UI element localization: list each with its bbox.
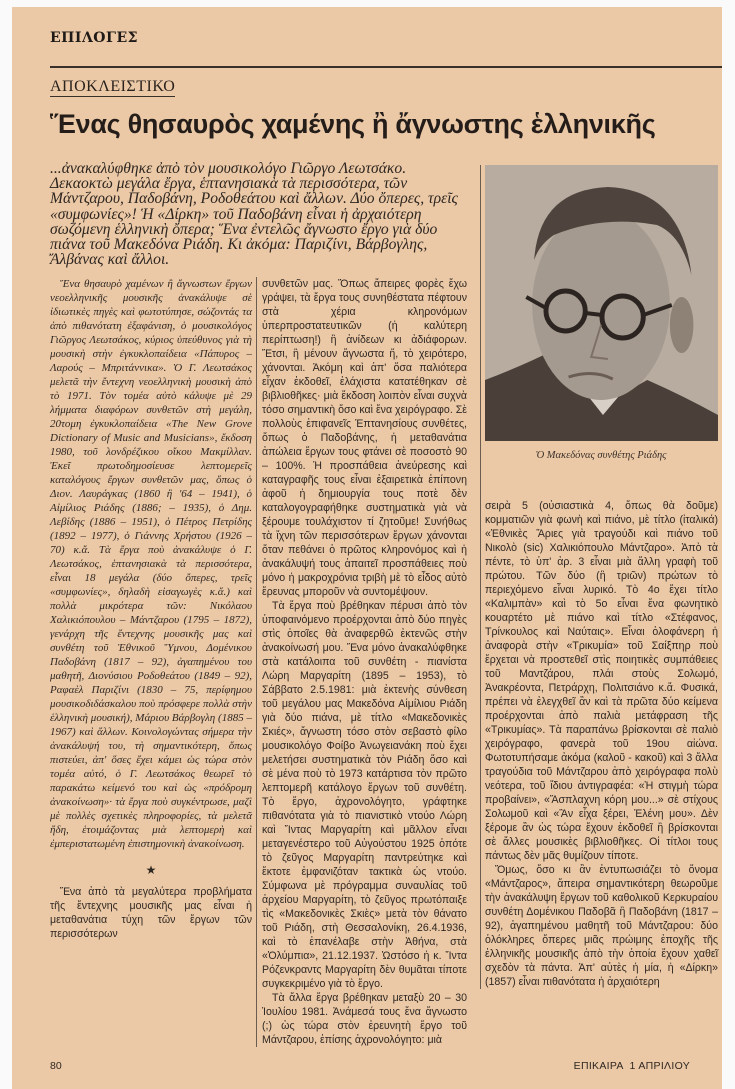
publication-footer: ΕΠΙΚΑΙΡΑ 1 ΑΠΡΙΛΙΟΥ <box>573 1060 690 1073</box>
headline: Ἕνας θησαυρὸς χαμένης ἢ ἄγνωστης ἑλληνικῆς <box>50 109 656 139</box>
article-column-1 <box>50 277 252 941</box>
article-body <box>50 160 722 1047</box>
body-paragraph: Ὅμως, ὅσο κι ἂν ἐντυπωσιάζει τὸ ὄνομα «Μάντζαρος», ἄπειρα σημαντικότερη θεωροῦμε τὴν ἀνακάλυψη ἔργων τοῦ καθολικοῦ Κερκυραίου συνθέτη Δομένικου Παδοβᾶ ἢ Παδοβάνη (1817 – 92), ἀγαπημένου μαθητῆ τοῦ Μάντζαρου: δύο ὁλόκληρες ὄπερες μιᾶς πρώιμης ἐποχῆς τῆς ἑλληνικῆς μουσικῆς ἀπὸ τὴν ὁποία ἔχουν χαθεῖ σχεδὸν τὰ πάντα. Ἀπ' αὐτὲς ἡ μία, ἡ «Δίρκη» (1857) εἶναι πιθανότατα ἡ ἀρχαιότερη <box>485 864 718 988</box>
article-right-area <box>480 165 717 989</box>
page-footer <box>50 1059 690 1073</box>
header-rule <box>50 66 722 68</box>
body-paragraph: Ἕνα ἀπὸ τὰ μεγαλύτερα προβλήματα τῆς ἔντεχνης μουσικῆς μας εἶναι ἡ μεταθανάτια τύχη τῶν ἔργων τῶν περισσότερων <box>50 886 252 941</box>
photo-caption: Ὁ Μακεδόνας συνθέτης Ριάδης <box>535 450 667 461</box>
kicker-label: ΑΠΟΚΛΕΙΣΤΙΚΟ <box>50 78 176 95</box>
page-number: 80 <box>50 1060 62 1073</box>
intro-paragraph: Ἕνα θησαυρὸ χαμένων ἢ ἄγνωστων ἔργων νεοελληνικῆς μουσικῆς ἀνακάλυψε σὲ ἰδιωτικὲς πηγὲς καὶ φωτοτύπησε, σώζοντάς τα ἀπὸ πιθανότατη ἐξαφάνιση, ὁ μουσικολόγος Γιῶργος Λεωτσάκος, κύριος ὑπεύθυνος γιὰ τὴ μουσικὴ στὴν ἐγκυκλοπαίδεια «Πάπυρος – Λαρούς – Μπριτάννικα». Ὁ Γ. Λεωτσάκος μελετᾶ τὴν ἔντεχνη νεοελληνικὴ μουσικὴ ἀπὸ τὸ 1971. Τὸν τομέα αὐτὸ κάλυψε μὲ 29 λήμματα διαφόρων συνθετῶν στὴ μεγάλη, 20τομη ἐγκυκλοπαίδεια «The New Grove Dictionary of Music and Musicians», ἔκδοση 1980, τοῦ λονδρέζικου οἴκου Μακμίλλαν. Ἐκεῖ πρωτοδημοσίευσε λεπτομερεῖς καταλόγους ἔργων συνθετῶν μας, ὅπως ὁ Διον. Λαυράγκας (1860 ἢ '64 – 1941), ὁ Αἰμίλιος Ριάδης (1886; – 1935), ὁ Δημ. Λεβίδης (1886 – 1951), ὁ Πέτρος Πετρίδης (1892 – 1977), ὁ Γιάννης Χρήστου (1926 – 70) κ.ἄ. Τὰ ἔργα ποὺ ἀνακάλυψε ὁ Γ. Λεωτσάκος, ἑπτανησιακὰ τὰ περισσότερα, εἶναι 18 μεγάλα (δύο ὄπερες, τρεῖς «συμφωνίες», δηλαδὴ εἰσαγωγὲς κ.ἄ.) καὶ πολλὰ μικρότερα τῶν: Νικόλαου Χαλικιόπουλου – Μάντζαρου (1795 – 1872), γενάρχη τῆς ἔντεχνης μουσικῆς μας καὶ συνθέτη τοῦ Ἐθνικοῦ Ὕμνου, Δομένικου Παδοβάνη (1817 – 92), ἀγαπημένου του μαθητῆ, Διονύσιου Ροδοθεάτου (1849 – 92), Ραφαὲλ Παριζίνι (1830 – 75, περίφημου μουσικοδιδάσκαλου ποὺ πρόσφερε πολλὰ στὴν ἑλληνικὴ μουσική), Μάριου Βάρβογλη (1885 – 1967) καὶ ἄλλων. Κοινολογώντας σήμερα τὴν ἀνακάλυψή του, τὴ σημαντικότερη, ὅπως πιστεύει, ἀπ' ὅσες ἔχει κάμει ὡς τώρα στὸν τομέα αὐτό, ὁ Γ. Λεωτσάκος θεωρεῖ τὸ παρακάτω κείμενό του καὶ ὡς «πρόδρομη ἀνακοίνωση»· τὰ ἔργα ποὺ συγκέντρωσε, μαζὶ μὲ πολλὲς σχετικὲς πληροφορίες, τὰ μελετᾶ ἤδη, ἑτοιμάζοντας μιὰ λεπτομερὴ καὶ ἐμπεριστατωμένη ἐπιστημονικὴ ἀνακοίνωση. <box>50 278 252 851</box>
body-paragraph: Τὰ ἔργα ποὺ βρέθηκαν πέρυσι ἀπὸ τὸν ὑποφαινόμενο προέρχονται ἀπὸ δύο πηγὲς στὶς ὁποῖες θὰ ἀναφερθῶ ἐκτενῶς στὴν ἀνακοίνωσή μου. Ἕνα μόνο ἀνακαλύφθηκε στὰ κατάλοιπα τοῦ συνθέτη - πιανίστα Λώρη Μαργαρίτη (1895 – 1953), τὸ Σάββατο 2.5.1981: μιὰ ἐκτενὴς σύνθεση τοῦ μεγάλου μας Μακεδόνα Αἰμίλιου Ριάδη γιὰ δύο πιάνα, μὲ τίτλο «Μακεδονικὲς Σκιές», ἄγνωστη τόσο στὸν σεβαστὸ φίλο μουσικολόγο Φοίβο Ἀνωγειανάκη ποὺ ἔχει μελετήσει συστηματικὰ τὸν Ριάδη ὅσο καὶ σὲ μένα ποὺ τὸ 1973 κατάρτισα τὸν πρῶτο λεπτομερῆ κατάλογο ἔργων τοῦ συνθέτη. Τὸ ἔργο, ἀχρονολόγητο, γράφτηκε πιθανότατα γιὰ τὸ πιανιστικὸ ντούο Λώρη καὶ Ἴντας Μαργαρίτη καὶ μᾶλλον εἶναι μεταγενέστερο τοῦ Αὐγούστου 1925 ὁπότε τὸ ζεῦγος Μαργαρίτη παντρεύτηκε καὶ ἔκτοτε ἐμφανιζόταν τακτικὰ ὡς ντούο. Σύμφωνα μὲ πρόγραμμα συναυλίας τοῦ ἀρχείου Μαργαρίτη, τὸ ζεῦγος πρωτόπαιξε τὶς «Μακεδονικὲς Σκιὲς» μετὰ τὸν θάνατο τοῦ Ριάδη, στὴ Θεσσαλονίκη, 26.4.1936, καὶ τὸ ἐπανέλαβε στὴν Ἀθήνα, στὰ «Ὀλύμπια», 21.12.1937. Ὡστόσο ἡ κ. Ἴντα Ρόζενκραντς Μαργαρίτη δὲν θυμᾶται τίποτε συγκεκριμένο γιὰ τὸ ἔργο. <box>262 600 467 991</box>
article-columns <box>50 277 476 1047</box>
article-column-3 <box>485 499 718 989</box>
article-left-area <box>50 160 476 1047</box>
deck-subtitle: ...ἀνακαλύφθηκε ἀπὸ τὸν μουσικολόγο Γιῶργο Λεωτσάκο. Δεκαοκτὼ μεγάλα ἔργα, ἑπτανησιακὰ τὰ περισσότερα, τῶν Μάντζαρου, Παδοβάνη, Ροδοθεάτου καὶ ἄλλων. Δύο ὄπερες, τρεῖς «συμφωνίες»! Ἡ «Δίρκη» τοῦ Παδοβάνη εἶναι ἡ ἀρχαιότερη σωζόμενη ἑλληνικὴ ὄπερα; Ἕνα ἐντελῶς ἄγνωστο ἔργο γιὰ δύο πιάνα τοῦ Μακεδόνα Ριάδη. Κι ἀκόμα: Παριζίνι, Βάρβογλης, Ἄλβάνας καὶ ἄλλοι. <box>50 160 458 269</box>
body-paragraph: σειρὰ 5 (οὐσιαστικὰ 4, ὅπως θὰ δοῦμε) κομματιῶν γιὰ φωνὴ καὶ πιάνο, μὲ τίτλο (ἰταλικά) «Ἐθνικὲς Ἄριες γιὰ τραγούδι καὶ πιάνο τοῦ Νικολὸ (sic) Χαλικιόπουλο Μάντζαρο». Ἀπὸ τὰ πέντε, τὸ ὑπ' ἀρ. 3 εἶναι μιὰ ἄλλη γραφὴ τοῦ πρώτου. Τῶν δύο (ἢ τριῶν) πρώτων τὸ περιεχόμενο εἶναι λυρικό. Τὸ 4ο ἔχει τίτλο «Καλιμπὰν» καὶ τὸ 5ο εἶναι ἕνα φωνητικὸ κουαρτέτο μὲ πιάνο καὶ τίτλο «Στέφανος, Τρίνκουλος καὶ Ναύταις». Εἶναι ὁλοφάνερη ἡ ἀναφορὰ στὴν «Τρικυμία» τοῦ Σαίξπηρ ποὺ ἔρχεται νὰ προστεθεῖ στὶς ποιητικὲς συμπάθειες τοῦ Μαντζάρου, πλάι στοὺς Σολωμό, Ἀνακρέοντα, Πετράρχη, Πολιτσιάνο κ.ἄ. Φυσικά, πρέπει νὰ ἐλεγχθεῖ ἂν καὶ τὰ πρῶτα δύο κείμενα προέρχονται ἀπὸ παλιὰ μετάφραση τῆς «Τρικυμίας». Τὰ παραπάνω βρίσκονται σὲ παλιὸ χειρόγραφο, φανερὰ τοῦ 19ου αἰώνα. Φωτοτυπήσαμε ἀκόμα (καλοῦ - κακοῦ) καὶ 3 ἄλλα τραγούδια τοῦ Μάντζαρου ἀπὸ χειρόγραφα πολὺ νεότερα, τοῦ ἴδιου ἀντιγραφέα: «Ἡ στιγμὴ τώρα προβαίνει», «Ἄσπλαχνη κόρη μου...» σὲ στίχους Σολωμοῦ καὶ «Ἂν εἶχα ξέρει, Ἑλένη μου». Δὲν ξέρομε ἂν ὡς τώρα ἔχουν ἐκδοθεῖ ἢ βρίσκονται σὲ ἄλλες μουσικὲς βιβλιοθῆκες. Οἱ τίτλοι τους πάντως δὲν μᾶς θυμίζουν τίποτε. <box>485 500 718 862</box>
section-label: ΕΠΙΛΟΓΕΣ <box>50 30 139 46</box>
star-separator: ★ <box>145 863 157 878</box>
body-paragraph: Τὰ ἄλλα ἔργα βρέθηκαν μεταξὺ 20 – 30 Ἰουλίου 1981. Ἀνάμεσά τους ἕνα ἄγνωστο (;) ὡς τώρα στὸν ἐρευνητὴ ἔργο τοῦ Μάντζαρου, ἐπίσης ἀχρονολόγητο: μιὰ <box>262 992 467 1047</box>
body-paragraph: συνθετῶν μας. Ὅπως ἄπειρες φορὲς ἔχω γράψει, τὰ ἔργα τους συνηθέστατα πέφτουν στὰ χέρια κληρονόμων ὑπερπροστατευτικῶν (ἡ καλύτερη περίπτωση!) ἢ ἀνίδεων κι ἀδιάφορων. Ἔτσι, ἢ μένουν ἄγνωστα ἤ, τὸ χειρότερο, χάνονται. Ἀκόμη καὶ ἀπ' ὅσα παλιότερα εἶχαν ἐκδοθεῖ, ἐλάχιστα κατατέθηκαν σὲ βιβλιοθῆκες· μιὰ ἔκδοση λοιπὸν εἶναι συχνὰ τόσο σημαντικὴ ὅσο καὶ ἕνα χειρόγραφο. Σὲ πολλοὺς ἐπιφανεῖς Ἑπτανησίους συνθέτες, ὅπως ὁ Παδοβάνης, ἡ μεταθανάτια ἀπώλεια ἔργων τους φτάνει σὲ ποσοστὸ 90 – 100%. Ἡ προσπάθεια ἀνεύρεσης καὶ καταγραφῆς τους εἶναι ἐξαιρετικὰ ἐπίπονη ἀφοῦ ἡ δημιουργία τους ποτὲ δὲν καταλογογραφήθηκε συστηματικὰ γιὰ νὰ ξέρουμε τουλάχιστον τί ζητοῦμε! Συνήθως τὰ ἴχνη τῶν περισσότερων ἔργων χάνονται ὅταν πεθάνει ὁ πρῶτος κληρονόμος καὶ ἡ ἀνακάλυψή τους ἀπαιτεῖ προσπάθειες ποὺ μόνο ἡ μακροχρόνια τριβὴ μὲ τὸ εἶδος αὐτὸ ἔρευνας μποροῦν νὰ συντομέψουν. <box>262 278 467 599</box>
portrait-image <box>485 165 718 441</box>
article-column-2 <box>256 277 467 1047</box>
newspaper-clipping <box>12 7 722 1089</box>
portrait-photo <box>485 165 718 441</box>
